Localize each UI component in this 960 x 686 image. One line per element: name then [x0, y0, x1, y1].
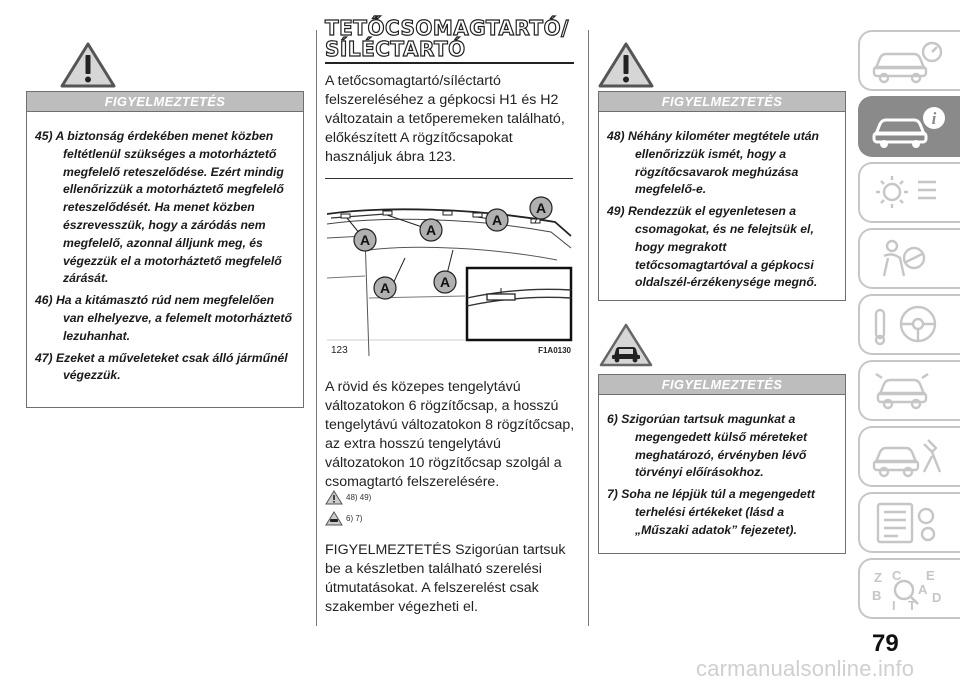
index-letter: I: [892, 598, 896, 612]
figure-label-a: A: [379, 280, 391, 296]
airbag-icon: [870, 236, 950, 282]
figure-label-a: A: [439, 274, 451, 290]
tab-index[interactable]: [858, 558, 960, 619]
figure-number: 123: [331, 345, 348, 356]
tab-driving[interactable]: [858, 294, 960, 355]
tab-technical-data[interactable]: [858, 492, 960, 553]
steering-wheel-icon: [870, 302, 950, 348]
warning-reference: [325, 490, 371, 505]
tab-lights[interactable]: [858, 162, 960, 223]
body-paragraph-pins: A rövid és közepes tengelytávú változatokon 6 rögzítőcsap, a hosszú tengelytávú változatokon 8 rögzítőcsap, az extra hosszú tengelytávú változatokon 10 rögzítőcsap szolgál a csomagtartó felszerelésére.: [325, 379, 575, 490]
index-letter: E: [926, 568, 935, 583]
warning-header: FIGYELMEZTETÉS: [599, 92, 845, 112]
lights-icon: [870, 170, 950, 216]
warning-triangle-icon: [596, 40, 656, 90]
intro-paragraph: A tetőcsomagtartó/síléctartó felszereléséhez a gépkocsi H1 és H2 változatain a tetőperemeken található, előkészített A rögzítőcsapokat használjuk ábra 123.: [325, 73, 565, 165]
index-icon: [870, 566, 950, 612]
car-maintenance-icon: [870, 434, 950, 480]
caution-item-6: 6) Szigorúan tartsuk magunkat a megengedett külső méreteket meghatározó, érvényben lévő törvényi előírásokhoz.: [607, 412, 808, 480]
page-number: 79: [872, 630, 899, 657]
body-paragraph-install: FIGYELMEZTETÉS Szigorúan tartsuk be a készletben található szerelési útmutatásokat. A felszerelést csak szakember végezheti el.: [325, 542, 566, 615]
figure-label-a: A: [359, 232, 371, 248]
index-letter: T: [908, 598, 916, 612]
technical-data-icon: [870, 500, 950, 546]
caution-car-icon: [598, 322, 654, 368]
title-underline: [325, 62, 574, 64]
tab-car-info[interactable]: [858, 96, 960, 157]
column-divider-right: [588, 30, 589, 626]
car-dashboard-icon: [870, 38, 950, 84]
warning-item-46: 46) Ha a kitámasztó rúd nem megfelelően van elhelyezve, a felemelt motorháztető lezuhanhat.: [35, 293, 292, 343]
warning-box-right-1: [598, 91, 846, 301]
section-title: TETŐCSOMAGTARTÓ/ SÍLÉCTARTÓ: [325, 16, 569, 61]
warning-box-left: [26, 91, 304, 408]
figure-roof-rack-pins: [325, 178, 573, 358]
warning-triangle-icon: [325, 490, 343, 505]
roof-rack-illustration: [325, 178, 573, 358]
index-letter: C: [892, 568, 902, 583]
tab-emergency[interactable]: [858, 360, 960, 421]
tab-dashboard[interactable]: [858, 30, 960, 91]
watermark: carmanualsonline.info: [696, 656, 915, 681]
warning-header: FIGYELMEZTETÉS: [599, 375, 845, 395]
figure-label-a: A: [535, 200, 547, 216]
warning-ref-text: 48) 49): [346, 493, 372, 502]
caution-car-icon: [325, 511, 343, 526]
car-info-icon: [870, 104, 950, 150]
index-letter: A: [918, 582, 928, 597]
warning-item-48: 48) Néhány kilométer megtétele után ellenőrizzük ismét, hogy a rögzítőcsavarok meghúzása megfelelő-e.: [607, 129, 819, 197]
tab-maintenance[interactable]: [858, 426, 960, 487]
info-glyph: i: [931, 109, 937, 128]
figure-label-a: A: [425, 222, 437, 238]
warning-item-47: 47) Ezeket a műveleteket csak álló járműnél végezzük.: [35, 350, 288, 383]
index-letter: Z: [874, 570, 882, 585]
caution-item-7: 7) Soha ne lépjük túl a megengedett terhelési értékeket (lásd a „Műszaki adatok” fejezetet).: [607, 487, 815, 537]
tab-safety[interactable]: [858, 228, 960, 289]
chapter-tabs: [858, 30, 960, 624]
caution-reference: [325, 511, 362, 526]
warning-box-right-2: [598, 374, 846, 554]
warning-item-45: 45) A biztonság érdekében menet közben feltétlenül szükséges a motorháztető megfelelő reteszelődése. Ezért mindig ellenőrizzük a motorháztető megfelelő reteszelődését. Ha menet közben észrevesszük, hogy a záródás nem megfelelő, azonnal álljunk meg, és végezzük el a motorháztető megfelelő zárását.: [35, 129, 284, 286]
column-divider-left: [316, 30, 317, 626]
index-letter: B: [872, 588, 882, 603]
warning-triangle-icon: [58, 40, 118, 90]
caution-ref-text: 6) 7): [346, 514, 363, 523]
warning-item-49: 49) Rendezzük el egyenletesen a csomagokat, és ne felejtsük el, hogy megrakott tetőcsomagtartóval a gépkocsi oldalszél-érzékenysége megnő.: [607, 204, 818, 290]
car-breakdown-icon: [870, 368, 950, 414]
figure-code: F1A0130: [538, 346, 571, 355]
figure-label-a: A: [491, 212, 503, 228]
warning-header: FIGYELMEZTETÉS: [27, 92, 303, 112]
index-letter: D: [932, 590, 942, 605]
